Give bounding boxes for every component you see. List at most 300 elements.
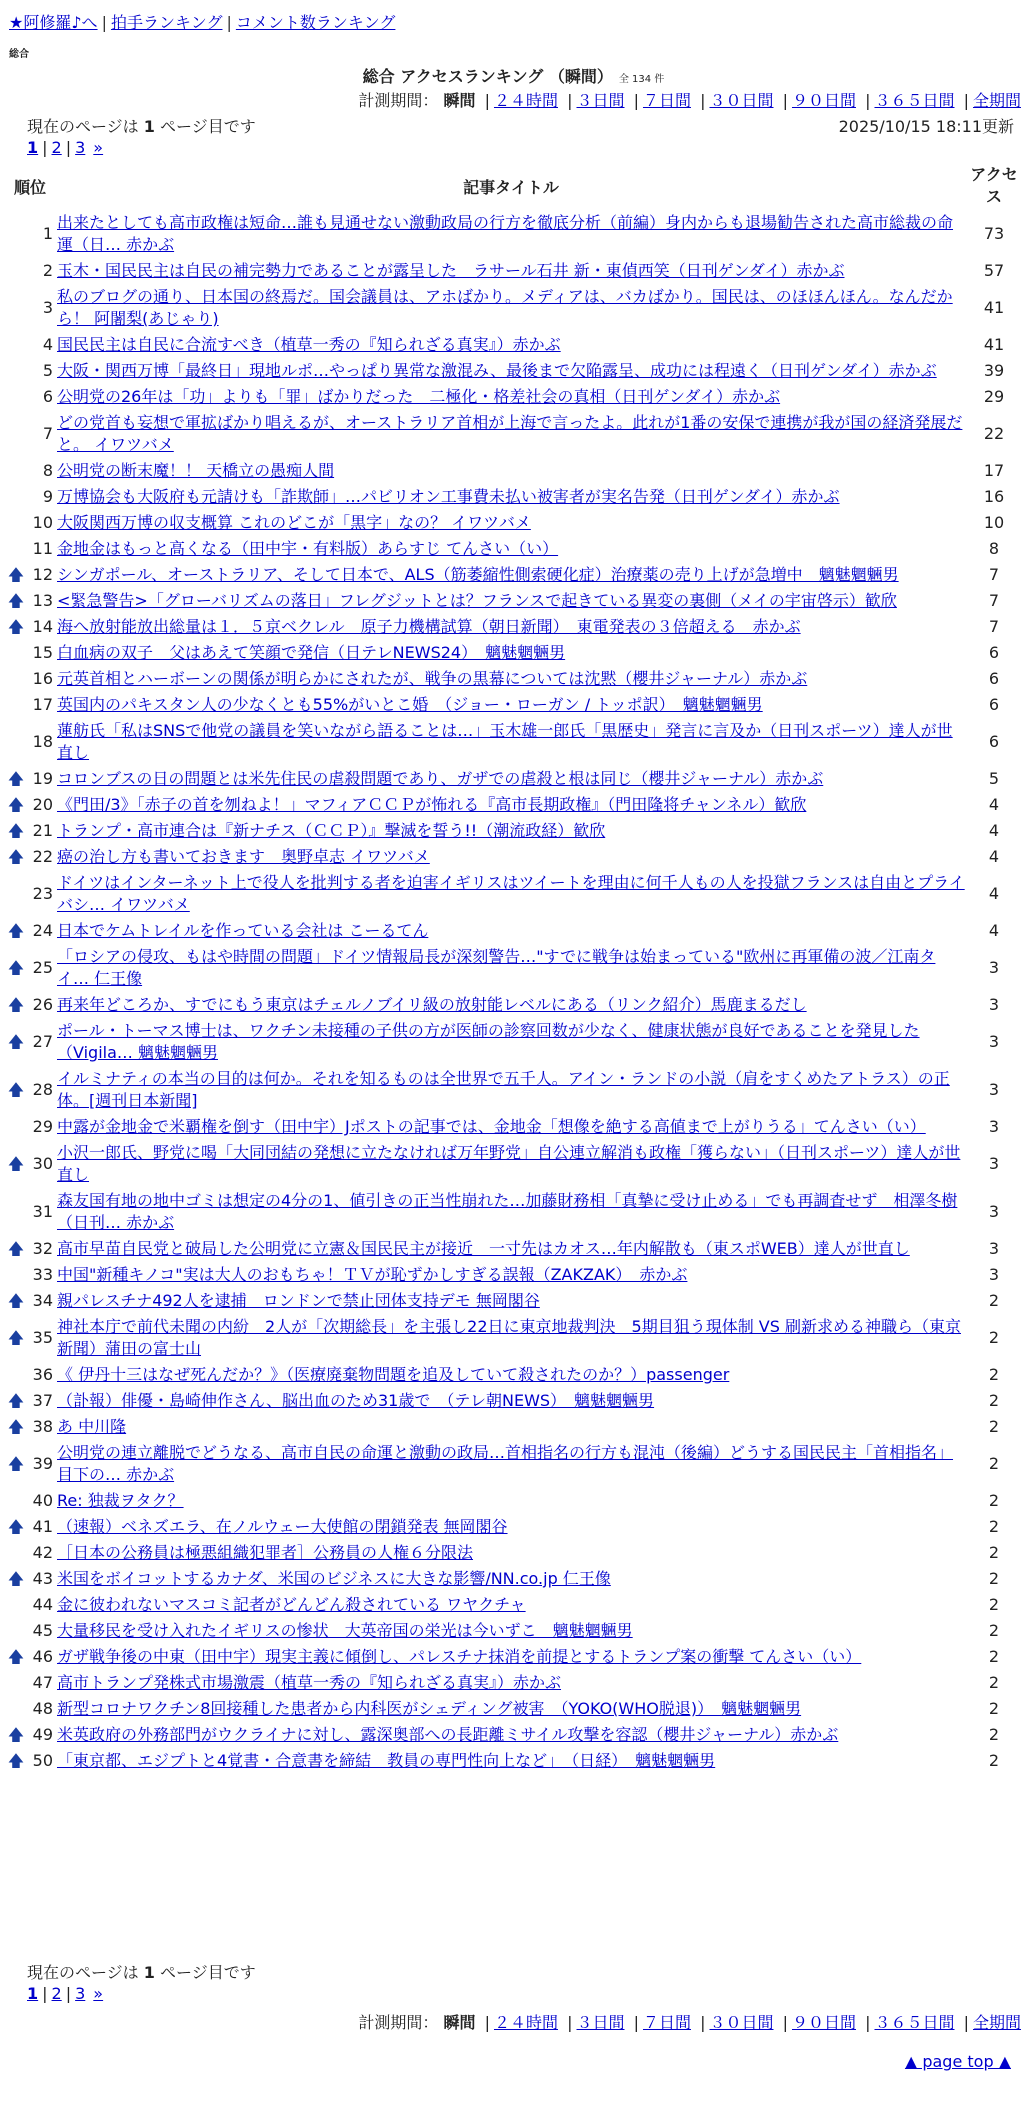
up-arrow-icon: 🡅 bbox=[7, 1291, 25, 1310]
article-title-cell bbox=[55, 818, 967, 844]
pager-page-current[interactable]: 1 bbox=[27, 1984, 39, 2003]
period-all[interactable]: 全期間 bbox=[972, 91, 1021, 110]
article-title-cell bbox=[55, 766, 967, 792]
up-arrow-icon: 🡅 bbox=[7, 1569, 25, 1588]
page-title bbox=[0, 64, 1027, 87]
article-title-cell bbox=[55, 1566, 967, 1592]
rank-number: 30 bbox=[32, 1154, 53, 1173]
rank-number: 47 bbox=[32, 1673, 53, 1692]
up-arrow-icon: 🡅 bbox=[7, 1328, 25, 1347]
article-title-cell bbox=[55, 1288, 967, 1314]
pager-page-2[interactable]: 2 bbox=[51, 1984, 62, 2003]
category-label: 総合 bbox=[9, 49, 29, 60]
period-all[interactable]: 全期間 bbox=[972, 2013, 1021, 2032]
article-link[interactable]: 高市早苗自民党と破局した公明党に立憲＆国民民主が接近 一寸先はカオス…年内解散も（東スポWEB）達人が世直し bbox=[57, 1239, 910, 1258]
article-link[interactable]: 公明党の断末魔！！ 天橋立の愚痴人間 bbox=[57, 461, 335, 480]
article-link[interactable]: ポール・トーマス博士は、ワクチン未接種の子供の方が医師の診察回数が少なく、健康状態が良好であることを発見した（Vigila… 魑魅魍魎男 bbox=[57, 1021, 920, 1062]
pager-page-2[interactable]: 2 bbox=[51, 138, 62, 157]
period-current: 瞬間 bbox=[443, 91, 476, 110]
access-count: 5 bbox=[988, 769, 1000, 788]
trend-cell bbox=[5, 918, 27, 944]
article-title-cell bbox=[55, 1314, 967, 1362]
up-arrow-icon: 🡅 bbox=[7, 1725, 25, 1744]
article-title-cell bbox=[55, 1722, 967, 1748]
article-title-cell bbox=[55, 284, 967, 332]
article-title-cell bbox=[55, 1114, 967, 1140]
access-count: 3 bbox=[988, 1117, 1000, 1136]
article-link[interactable]: ガザ戦争後の中東（田中宇）現実主義に傾倒し、パレスチナ抹消を前提とするトランプ案の衝撃 てんさい（い） bbox=[57, 1647, 862, 1666]
article-title-cell bbox=[55, 1488, 967, 1514]
access-count: 4 bbox=[988, 921, 1000, 940]
access-count: 2 bbox=[988, 1417, 1000, 1436]
trend-cell bbox=[5, 332, 27, 358]
trend-cell bbox=[5, 1018, 27, 1066]
article-link[interactable]: 出来たとしても高市政権は短命…誰も見通せない激動政局の行方を徹底分析（前編）身内からも退場勧告された高市総裁の命運（日… 赤かぶ bbox=[57, 213, 954, 254]
trend-cell bbox=[5, 718, 27, 766]
trend-cell bbox=[5, 1236, 27, 1262]
table-row bbox=[5, 692, 1021, 718]
trend-cell bbox=[5, 210, 27, 258]
table-row bbox=[5, 210, 1021, 258]
period-30d[interactable]: ３０日間 bbox=[709, 91, 774, 110]
rank-number: 45 bbox=[32, 1621, 53, 1640]
period-7d[interactable]: ７日間 bbox=[642, 91, 691, 110]
table-row bbox=[5, 458, 1021, 484]
trend-cell bbox=[5, 1540, 27, 1566]
access-count: 2 bbox=[988, 1517, 1000, 1536]
article-link[interactable]: 金地金はもっと高くなる（田中宇・有料版）あらすじ てんさい（い） bbox=[57, 539, 559, 558]
up-arrow-icon: 🡅 bbox=[7, 1417, 25, 1436]
rank-number: 5 bbox=[42, 361, 53, 380]
access-count: 41 bbox=[983, 335, 1005, 354]
table-row bbox=[5, 1514, 1021, 1540]
pager-page-3[interactable]: 3 bbox=[75, 138, 86, 157]
article-link[interactable]: Re: 独裁ヲタク？ bbox=[57, 1491, 184, 1510]
trend-cell bbox=[5, 1262, 27, 1288]
table-row bbox=[5, 1566, 1021, 1592]
article-title-cell bbox=[55, 614, 967, 640]
up-arrow-icon: 🡅 bbox=[7, 1647, 25, 1666]
rank-number: 28 bbox=[32, 1080, 53, 1099]
article-title-cell bbox=[55, 258, 967, 284]
period-3d[interactable]: ３日間 bbox=[576, 2013, 625, 2032]
article-link[interactable]: 「ロシアの侵攻、もはや時間の問題」ドイツ情報局長が深刻警告…"すでに戦争は始まっている"欧州に再軍備の波／江南タイ… 仁王像 bbox=[57, 947, 936, 988]
col-title: 記事タイトル bbox=[463, 177, 559, 197]
rank-number: 13 bbox=[32, 591, 53, 610]
access-count: 7 bbox=[988, 565, 1000, 584]
table-row bbox=[5, 718, 1021, 766]
access-count: 2 bbox=[988, 1543, 1000, 1562]
pager-bottom: 1 | 2 | 3 » bbox=[27, 1984, 104, 2003]
pager-page-current[interactable]: 1 bbox=[27, 138, 39, 157]
trend-cell bbox=[5, 1592, 27, 1618]
access-count: 73 bbox=[983, 224, 1005, 243]
trend-cell bbox=[5, 1440, 27, 1488]
trend-cell bbox=[5, 258, 27, 284]
access-count: 2 bbox=[988, 1569, 1000, 1588]
article-link[interactable]: 高市トランプ発株式市場激震（植草一秀の『知られざる真実』）赤かぶ bbox=[57, 1673, 562, 1692]
rank-number: 8 bbox=[42, 461, 53, 480]
rank-number: 22 bbox=[32, 847, 53, 866]
article-link[interactable]: 大量移民を受け入れたイギリスの惨状 大英帝国の栄光は今いずこ 魑魅魍魎男 bbox=[57, 1621, 633, 1640]
rank-number: 21 bbox=[32, 821, 53, 840]
table-header-row bbox=[5, 162, 1021, 210]
rank-number: 40 bbox=[32, 1491, 53, 1510]
period-90d[interactable]: ９０日間 bbox=[791, 91, 856, 110]
article-link[interactable]: （訃報）俳優・島崎伸作さん、脳出血のため31歳で （テレ朝NEWS） 魑魅魍魎男 bbox=[57, 1391, 655, 1410]
rank-number: 49 bbox=[32, 1725, 53, 1744]
article-link[interactable]: <緊急警告>「グローバリズムの落日」フレグジットとは？フランスで起きている異変の裏側（メイの宇宙啓示）歓欣 bbox=[57, 591, 897, 610]
access-count: 8 bbox=[988, 539, 1000, 558]
article-title-cell bbox=[55, 1018, 967, 1066]
period-90d[interactable]: ９０日間 bbox=[791, 2013, 856, 2032]
access-count: 2 bbox=[988, 1699, 1000, 1718]
article-link[interactable]: あ 中川隆 bbox=[57, 1417, 127, 1436]
article-title-cell bbox=[55, 332, 967, 358]
article-link[interactable]: 白血病の双子 父はあえて笑顔で発信（日テレNEWS24） 魑魅魍魎男 bbox=[57, 643, 566, 662]
article-link[interactable]: 森友国有地の地中ゴミは想定の4分の1、値引きの正当性崩れた…加藤財務相「真摯に受け止める」でも再調査せず 相澤冬樹（日刊… 赤かぶ bbox=[57, 1191, 958, 1232]
pager-next[interactable]: » bbox=[93, 138, 104, 157]
trend-cell bbox=[5, 666, 27, 692]
table-row bbox=[5, 588, 1021, 614]
up-arrow-icon: 🡅 bbox=[7, 1454, 25, 1473]
trend-cell bbox=[5, 1748, 27, 1774]
access-count: 3 bbox=[988, 1239, 1000, 1258]
trend-cell bbox=[5, 870, 27, 918]
article-link[interactable]: ［日本の公務員は極悪組織犯罪者］公務員の人権６分限法 bbox=[57, 1543, 474, 1562]
period-30d[interactable]: ３０日間 bbox=[709, 2013, 774, 2032]
table-row bbox=[5, 358, 1021, 384]
article-title-cell bbox=[55, 992, 967, 1018]
article-title-cell bbox=[55, 1066, 967, 1114]
table-row bbox=[5, 384, 1021, 410]
access-count: 3 bbox=[988, 1032, 1000, 1051]
article-title-cell bbox=[55, 1140, 967, 1188]
article-title-cell bbox=[55, 1362, 967, 1388]
table-row bbox=[5, 410, 1021, 458]
article-link[interactable]: 蓮舫氏「私はSNSで他党の議員を笑いながら語ることは…」玉木雄一郎氏「黒歴史」発言に言及か（日刊スポーツ）達人が世直し bbox=[57, 721, 953, 762]
article-link[interactable]: 《 伊丹十三はなぜ死んだか？》（医療廃棄物問題を追及していて殺されたのか？）passenger bbox=[57, 1365, 730, 1384]
rank-number: 46 bbox=[32, 1647, 53, 1666]
trend-cell bbox=[5, 1188, 27, 1236]
rank-number: 33 bbox=[32, 1265, 53, 1284]
table-row bbox=[5, 1670, 1021, 1696]
article-link[interactable]: 親パレスチナ492人を逮捕 ロンドンで禁止団体支持デモ 無岡閣谷 bbox=[57, 1291, 540, 1310]
access-count: 3 bbox=[988, 1265, 1000, 1284]
article-link[interactable]: 癌の治し方も書いておきます 奥野卓志 イワツバメ bbox=[57, 847, 430, 866]
article-link[interactable]: 《門田/3》「赤子の首を刎ねよ！」マフィアＣＣＰが怖れる『高市長期政権』（門田隆将チャンネル）歓欣 bbox=[57, 795, 807, 814]
trend-cell bbox=[5, 510, 27, 536]
rank-number: 14 bbox=[32, 617, 53, 636]
period-365d[interactable]: ３６５日間 bbox=[874, 2013, 955, 2032]
article-title-cell bbox=[55, 1388, 967, 1414]
article-link[interactable]: 玉木・国民民主は自民の補完勢力であることが露呈した ラサール石井 新・東偵西笑（日刊ゲンダイ）赤かぶ bbox=[57, 261, 845, 280]
rank-number: 18 bbox=[32, 732, 53, 751]
period-3d[interactable]: ３日間 bbox=[576, 91, 625, 110]
up-arrow-icon: 🡅 bbox=[7, 1751, 25, 1770]
article-link[interactable]: トランプ・高市連合は『新ナチス（ＣＣＰ）』撃滅を誓う!!（潮流政経）歓欣 bbox=[57, 821, 606, 840]
article-link[interactable]: 万博協会も大阪府も元請けも「詐欺師」…パビリオン工事費未払い被害者が実名告発（日刊ゲンダイ）赤かぶ bbox=[57, 487, 840, 506]
trend-cell bbox=[5, 1414, 27, 1440]
table-row bbox=[5, 640, 1021, 666]
table-row bbox=[5, 562, 1021, 588]
table-row bbox=[5, 1188, 1021, 1236]
access-count: 2 bbox=[988, 1365, 1000, 1384]
access-count: 6 bbox=[988, 669, 1000, 688]
access-count: 7 bbox=[988, 617, 1000, 636]
table-row bbox=[5, 284, 1021, 332]
access-count: 3 bbox=[988, 1202, 1000, 1221]
trend-cell bbox=[5, 410, 27, 458]
pager-page-3[interactable]: 3 bbox=[75, 1984, 86, 2003]
trend-cell bbox=[5, 1066, 27, 1114]
article-title-cell bbox=[55, 410, 967, 458]
trend-cell bbox=[5, 1644, 27, 1670]
comment-ranking-link[interactable]: コメント数ランキング bbox=[235, 13, 396, 32]
article-title-cell bbox=[55, 1414, 967, 1440]
access-count: 17 bbox=[983, 461, 1005, 480]
rank-number: 34 bbox=[32, 1291, 53, 1310]
period-selector-bottom: 計測期間： 瞬間 | ２４時間 | ３日間 | ７日間 | ３０日間 | ９０日間 | ３６５日間 | 全期間 bbox=[358, 2013, 1021, 2032]
access-count: 6 bbox=[988, 695, 1000, 714]
rank-number: 44 bbox=[32, 1595, 53, 1614]
article-title-cell bbox=[55, 1514, 967, 1540]
rank-number: 6 bbox=[42, 387, 53, 406]
article-title-cell bbox=[55, 1262, 967, 1288]
article-link[interactable]: 小沢一郎氏、野党に喝「大同団結の発想に立たなければ万年野党」自公連立解消も政権「獲らない」（日刊スポーツ）達人が世直し bbox=[57, 1143, 961, 1184]
table-row bbox=[5, 1488, 1021, 1514]
article-link[interactable]: 中国"新種キノコ"実は大人のおもちゃ！ＴＶが恥ずかしすぎる誤報（ZAKZAK） 赤かぶ bbox=[57, 1265, 688, 1284]
article-title-cell bbox=[55, 666, 967, 692]
period-24h[interactable]: ２４時間 bbox=[493, 2013, 558, 2032]
rank-number: 15 bbox=[32, 643, 53, 662]
page-info-bottom: 現在のページは 1 ページ目です bbox=[27, 1963, 256, 1982]
article-title-cell bbox=[55, 792, 967, 818]
article-link[interactable]: 米国をボイコットするカナダ、米国のビジネスに大きな影響/NN.co.jp 仁王像 bbox=[57, 1569, 611, 1588]
rank-number: 7 bbox=[42, 424, 53, 443]
table-row bbox=[5, 918, 1021, 944]
access-count: 3 bbox=[988, 958, 1000, 977]
article-link[interactable]: イルミナティの本当の目的は何か。それを知るものは全世界で五千人。アイン・ランドの小説（肩をすくめたアトラス）の正体。[週刊日本新聞] bbox=[57, 1069, 950, 1110]
rank-number: 38 bbox=[32, 1417, 53, 1436]
trend-cell bbox=[5, 1362, 27, 1388]
article-title-cell bbox=[55, 1670, 967, 1696]
table-row bbox=[5, 1388, 1021, 1414]
clap-ranking-link[interactable]: 拍手ランキング bbox=[110, 13, 223, 32]
trend-cell bbox=[5, 1114, 27, 1140]
access-count: 29 bbox=[983, 387, 1005, 406]
trend-cell bbox=[5, 536, 27, 562]
article-link[interactable]: 英国内のパキスタン人の少なくとも55%がいとこ婚 （ジョー・ローガン / トッポ訳） 魑魅魍魎男 bbox=[57, 695, 763, 714]
access-count: 4 bbox=[988, 821, 1000, 840]
table-row bbox=[5, 1314, 1021, 1362]
article-link[interactable]: 再来年どころか、すでにもう東京はチェルノブイリ級の放射能レベルにある（リンク紹介）馬鹿まるだし bbox=[57, 995, 807, 1014]
rank-number: 36 bbox=[32, 1365, 53, 1384]
rank-number: 12 bbox=[32, 565, 53, 584]
article-link[interactable]: 神社本庁で前代未聞の内紛 2人が「次期総長」を主張し22日に東京地裁判決 5期目狙う現体制 VS 刷新求める神職ら（東京新聞）蒲田の富士山 bbox=[57, 1317, 961, 1358]
table-row bbox=[5, 332, 1021, 358]
article-title-cell bbox=[55, 718, 967, 766]
trend-cell bbox=[5, 384, 27, 410]
trend-cell bbox=[5, 1314, 27, 1362]
article-link[interactable]: 新型コロナワクチン8回接種した患者から内科医がシェディング被害 （YOKO(WHO脱退)） 魑魅魍魎男 bbox=[57, 1699, 802, 1718]
rank-number: 37 bbox=[32, 1391, 53, 1410]
page-title-text: 総合 アクセスランキング （瞬間） bbox=[362, 67, 613, 86]
access-count: 16 bbox=[983, 487, 1005, 506]
article-link[interactable]: 海へ放射能放出総量は１．５京ベクレル 原子力機構試算（朝日新聞） 東電発表の３倍超える 赤かぶ bbox=[57, 617, 801, 636]
access-count: 4 bbox=[988, 847, 1000, 866]
access-count: 2 bbox=[988, 1673, 1000, 1692]
rank-number: 35 bbox=[32, 1328, 53, 1347]
article-title-cell bbox=[55, 458, 967, 484]
table-row bbox=[5, 1696, 1021, 1722]
article-link[interactable]: 元英首相とハーボーンの関係が明らかにされたが、戦争の黒幕については沈黙（櫻井ジャーナル）赤かぶ bbox=[57, 669, 808, 688]
trend-cell bbox=[5, 1696, 27, 1722]
access-count: 4 bbox=[988, 795, 1000, 814]
article-title-cell bbox=[55, 944, 967, 992]
article-title-cell bbox=[55, 1440, 967, 1488]
rank-number: 9 bbox=[42, 487, 53, 506]
article-title-cell bbox=[55, 692, 967, 718]
trend-cell bbox=[5, 1388, 27, 1414]
article-link[interactable]: 公明党の26年は「功」よりも「罪」ばかりだった 二極化・格差社会の真相（日刊ゲンダイ）赤かぶ bbox=[57, 387, 781, 406]
item-count: 全 134 件 bbox=[618, 74, 665, 85]
up-arrow-icon: 🡅 bbox=[7, 1517, 25, 1536]
trend-cell bbox=[5, 588, 27, 614]
rank-number: 29 bbox=[32, 1117, 53, 1136]
rank-number: 24 bbox=[32, 921, 53, 940]
period-selector-top: 計測期間： 瞬間 | ２４時間 | ３日間 | ７日間 | ３０日間 | ９０日間 | ３６５日間 | 全期間 bbox=[358, 91, 1021, 110]
rank-number: 48 bbox=[32, 1699, 53, 1718]
access-count: 6 bbox=[988, 643, 1000, 662]
pager-next[interactable]: » bbox=[93, 1984, 104, 2003]
updated-timestamp: 2025/10/15 18:11更新 bbox=[838, 117, 1014, 136]
access-count: 2 bbox=[988, 1328, 1000, 1347]
trend-cell bbox=[5, 640, 27, 666]
article-link[interactable]: コロンブスの日の問題とは米先住民の虐殺問題であり、ガザでの虐殺と根は同じ（櫻井ジャーナル）赤かぶ bbox=[57, 769, 824, 788]
trend-cell bbox=[5, 792, 27, 818]
table-row bbox=[5, 1440, 1021, 1488]
article-title-cell bbox=[55, 1540, 967, 1566]
article-title-cell bbox=[55, 1236, 967, 1262]
article-link[interactable]: 中露が金地金で米覇権を倒す（田中宇）Jポストの記事では、金地金「想像を絶する高値まで上がりうる」てんさい（い） bbox=[57, 1117, 926, 1136]
rank-number: 16 bbox=[32, 669, 53, 688]
table-row bbox=[5, 536, 1021, 562]
access-count: 2 bbox=[988, 1454, 1000, 1473]
rank-number: 39 bbox=[32, 1454, 53, 1473]
article-link[interactable]: 公明党の連立離脱でどうなる、高市自民の命運と激動の政局…首相指名の行方も混沌（後編）どうする国民民主「首相指名」目下の… 赤かぶ bbox=[57, 1443, 954, 1484]
access-count: 2 bbox=[988, 1621, 1000, 1640]
article-title-cell bbox=[55, 562, 967, 588]
access-count: 2 bbox=[988, 1291, 1000, 1310]
rank-number: 25 bbox=[32, 958, 53, 977]
article-link[interactable]: ドイツはインターネット上で役人を批判する者を迫害イギリスはツイートを理由に何千人もの人を投獄フランスは自由とプライバシ… イワツバメ bbox=[57, 873, 965, 914]
access-count: 2 bbox=[988, 1725, 1000, 1744]
period-7d[interactable]: ７日間 bbox=[642, 2013, 691, 2032]
period-24h[interactable]: ２４時間 bbox=[493, 91, 558, 110]
table-row bbox=[5, 1236, 1021, 1262]
period-365d[interactable]: ３６５日間 bbox=[874, 91, 955, 110]
article-link[interactable]: 「東京都、エジプトと4覚書・合意書を締結 教員の専門性向上など」 （日経） 魑魅魍魎男 bbox=[57, 1751, 716, 1770]
up-arrow-icon: 🡅 bbox=[7, 995, 25, 1014]
table-row bbox=[5, 1362, 1021, 1388]
article-title-cell bbox=[55, 510, 967, 536]
rank-number: 23 bbox=[32, 884, 53, 903]
up-arrow-icon: 🡅 bbox=[7, 769, 25, 788]
trend-cell bbox=[5, 818, 27, 844]
rank-number: 4 bbox=[42, 335, 53, 354]
access-count: 2 bbox=[988, 1751, 1000, 1770]
article-link[interactable]: シンガポール、オーストラリア、そして日本で、ALS（筋萎縮性側索硬化症）治療薬の売り上げが急増中 魑魅魍魎男 bbox=[57, 565, 899, 584]
up-arrow-icon: 🡅 bbox=[7, 795, 25, 814]
article-title-cell bbox=[55, 1592, 967, 1618]
table-row bbox=[5, 1540, 1021, 1566]
table-row bbox=[5, 1644, 1021, 1670]
trend-cell bbox=[5, 614, 27, 640]
trend-cell bbox=[5, 766, 27, 792]
trend-cell bbox=[5, 358, 27, 384]
table-row bbox=[5, 1748, 1021, 1774]
access-count: 2 bbox=[988, 1647, 1000, 1666]
article-link[interactable]: 国民民主は自民に合流すべき（植草一秀の『知られざる真実』）赤かぶ bbox=[57, 335, 561, 354]
pager-top: 1 | 2 | 3 » bbox=[27, 138, 104, 157]
article-link[interactable]: 金に彼われないマスコミ記者がどんどん殺されている ワヤクチャ bbox=[57, 1595, 526, 1614]
rank-number: 3 bbox=[42, 298, 53, 317]
page-top-link[interactable]: ▲ page top ▲ bbox=[904, 2052, 1011, 2071]
trend-cell bbox=[5, 944, 27, 992]
ranking-body bbox=[5, 210, 1021, 1774]
table-row bbox=[5, 614, 1021, 640]
up-arrow-icon: 🡅 bbox=[7, 821, 25, 840]
table-row bbox=[5, 1618, 1021, 1644]
article-link[interactable]: 私のブログの通り、日本国の終焉だ。国会議員は、アホばかり。メディアは、バカばかり。国民は、のほほんほん。なんだから！ 阿闍梨(あじゃり) bbox=[57, 287, 953, 328]
table-row bbox=[5, 944, 1021, 992]
rank-number: 20 bbox=[32, 795, 53, 814]
rank-number: 1 bbox=[42, 224, 53, 243]
home-link[interactable]: ★阿修羅♪へ bbox=[9, 13, 98, 32]
table-row bbox=[5, 510, 1021, 536]
article-title-cell bbox=[55, 588, 967, 614]
up-arrow-icon: 🡅 bbox=[7, 617, 25, 636]
trend-cell bbox=[5, 284, 27, 332]
period-label: 計測期間： bbox=[358, 91, 439, 110]
table-row bbox=[5, 1018, 1021, 1066]
article-link[interactable]: 米英政府の外務部門がウクライナに対し、露深奥部への長距離ミサイル攻撃を容認（櫻井ジャーナル）赤かぶ bbox=[57, 1725, 839, 1744]
article-link[interactable]: （速報）ベネズエラ、在ノルウェー大使館の閉鎖発表 無岡閣谷 bbox=[57, 1517, 508, 1536]
table-row bbox=[5, 258, 1021, 284]
article-link[interactable]: 大阪関西万博の収支概算 これのどこが「黒字」なの？ イワツバメ bbox=[57, 513, 531, 532]
table-row bbox=[5, 870, 1021, 918]
article-link[interactable]: 大阪・関西万博「最終日」現地ルポ…やっぱり異常な激混み、最後まで欠陥露呈、成功には程遠く（日刊ゲンダイ）赤かぶ bbox=[57, 361, 937, 380]
article-link[interactable]: どの党首も妄想で軍拡ばかり唱えるが、オーストラリア首相が上海で言ったよ。此れが1番の安保で連携が我が国の経済発展だと。 イワツバメ bbox=[57, 413, 963, 454]
table-row bbox=[5, 844, 1021, 870]
rank-number: 2 bbox=[42, 261, 53, 280]
article-title-cell bbox=[55, 640, 967, 666]
table-row bbox=[5, 1722, 1021, 1748]
access-count: 39 bbox=[983, 361, 1005, 380]
article-link[interactable]: 日本でケムトレイルを作っている会社は こーるてん bbox=[57, 921, 429, 940]
up-arrow-icon: 🡅 bbox=[7, 1032, 25, 1051]
rank-number: 41 bbox=[32, 1517, 53, 1536]
access-count: 22 bbox=[983, 424, 1005, 443]
top-nav: ★阿修羅♪へ | 拍手ランキング | コメント数ランキング bbox=[9, 13, 396, 32]
trend-cell bbox=[5, 844, 27, 870]
table-row bbox=[5, 992, 1021, 1018]
up-arrow-icon: 🡅 bbox=[7, 958, 25, 977]
up-arrow-icon: 🡅 bbox=[7, 1154, 25, 1173]
article-title-cell bbox=[55, 1644, 967, 1670]
article-title-cell bbox=[55, 844, 967, 870]
